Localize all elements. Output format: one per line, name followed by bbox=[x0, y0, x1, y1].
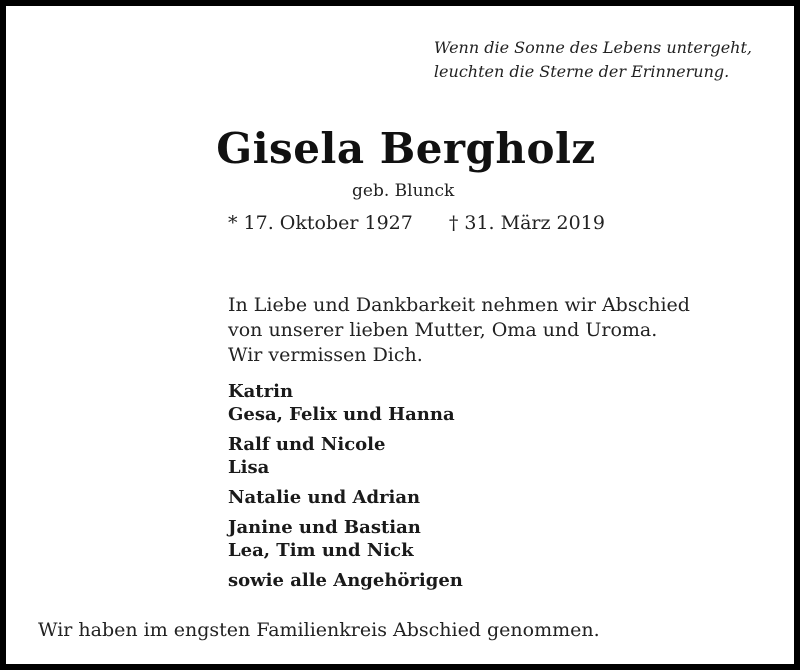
death-date: † 31. März 2019 bbox=[448, 212, 605, 234]
family-group bbox=[228, 486, 463, 509]
family-group bbox=[228, 569, 463, 592]
memorial-quote bbox=[434, 36, 752, 84]
maiden-name: geb. Blunck bbox=[352, 181, 455, 201]
quote-line: Wenn die Sonne des Lebens untergeht, bbox=[433, 38, 752, 57]
family-group bbox=[228, 516, 463, 562]
message-line: von unserer lieben Mutter, Oma und Uroma. bbox=[228, 319, 658, 341]
message-line: In Liebe und Dankbarkeit nehmen wir Abschied bbox=[228, 294, 690, 316]
farewell-message bbox=[228, 293, 690, 368]
family-member: sowie alle Angehörigen bbox=[228, 570, 463, 591]
deceased-name: Gisela Bergholz bbox=[216, 124, 596, 173]
life-dates bbox=[228, 212, 605, 234]
family-member: Katrin bbox=[228, 381, 294, 402]
family-group bbox=[228, 380, 463, 426]
quote-line: leuchten die Sterne der Erinnerung. bbox=[433, 62, 730, 81]
birth-date: * 17. Oktober 1927 bbox=[228, 212, 413, 234]
family-member: Ralf und Nicole bbox=[228, 434, 386, 455]
closing-note: Wir haben im engsten Familienkreis Abschied genommen. bbox=[38, 619, 600, 641]
family-member: Natalie und Adrian bbox=[228, 487, 421, 508]
message-line: Wir vermissen Dich. bbox=[228, 344, 423, 366]
family-member: Janine und Bastian bbox=[228, 517, 421, 538]
family-member: Lea, Tim und Nick bbox=[228, 540, 414, 561]
family-member: Gesa, Felix und Hanna bbox=[228, 404, 455, 425]
family-list bbox=[228, 380, 463, 599]
family-group bbox=[228, 433, 463, 479]
family-member: Lisa bbox=[228, 457, 270, 478]
